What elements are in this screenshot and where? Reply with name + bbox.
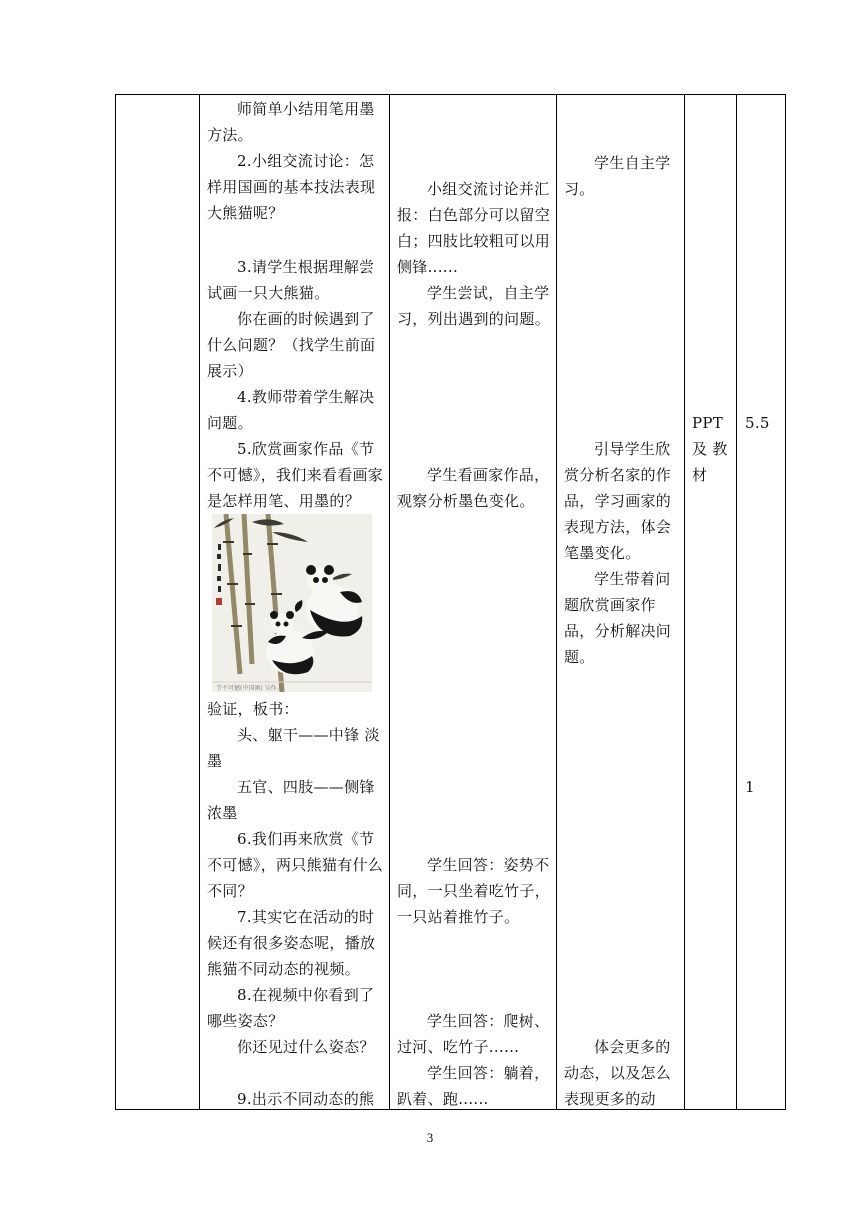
text-line: 候还有很多姿态呢，播放: [207, 934, 376, 952]
text-line: 大熊猫呢？: [207, 204, 284, 222]
teacher-activity-block-2: [207, 254, 387, 514]
text-line: 6.我们再来欣赏《节: [237, 830, 375, 848]
column-divider: [389, 94, 390, 1110]
text-line: 题。: [564, 648, 595, 666]
text-line: 不可憾》，两只熊猫有什么: [207, 856, 384, 874]
text-line: 学生回答：姿势不: [427, 856, 550, 874]
text-line: 报：白色部分可以留空: [397, 206, 551, 224]
design-intent-block-2: [564, 436, 680, 670]
text-line: 同，一只坐着吃竹子，: [397, 882, 551, 900]
text-line: 5.欣赏画家作品《节: [237, 440, 375, 458]
text-line: 是怎样用笔、用墨的？: [207, 492, 361, 510]
text-line: 体会更多的: [594, 1038, 671, 1056]
text-line: 学生带着问: [594, 570, 671, 588]
painting-illustration: [212, 514, 372, 692]
teacher-activity-block-4: [207, 1086, 387, 1112]
column-divider: [684, 94, 685, 1110]
text-line: 笔墨变化。: [564, 544, 641, 562]
time-cell-1: [745, 410, 781, 436]
text-line: 7.其实它在活动的时: [237, 908, 375, 926]
text-line: 墨: [207, 752, 223, 770]
time-value: 1: [745, 778, 755, 796]
text-line: 学生回答：躺着，: [427, 1064, 550, 1082]
text-line: PPT: [692, 414, 724, 432]
text-line: 习，列出遇到的问题。: [397, 310, 551, 328]
text-line: 五官、四肢——侧锋: [237, 778, 375, 796]
text-line: 头、躯干——中锋 淡: [237, 726, 380, 744]
text-line: 验证，板书：: [207, 700, 299, 718]
student-activity-block-4: [397, 1008, 551, 1112]
text-line: 3.请学生根据理解尝: [237, 258, 375, 276]
text-line: 浓墨: [207, 804, 238, 822]
column-divider: [556, 94, 557, 1110]
text-line: 引导学生欣: [594, 440, 671, 458]
column-divider: [199, 94, 200, 1110]
panda-bamboo-painting: [212, 514, 372, 692]
page-number: 3: [426, 1130, 434, 1145]
text-line: 品，分析解决问: [564, 622, 672, 640]
text-line: 什么问题？（找学生前面: [207, 336, 376, 354]
student-activity-block-1: [397, 176, 551, 332]
text-line: 哪些姿态？: [207, 1012, 284, 1030]
painting-caption: 节不可憾(中国画) 吴作人: [216, 685, 283, 692]
text-line: 题欣赏画家作: [564, 596, 656, 614]
text-line: 9.出示不同动态的熊: [237, 1090, 375, 1108]
text-line: 及 教: [692, 440, 728, 458]
text-line: 不可憾》，我们来看看画家: [207, 466, 384, 484]
design-intent-block-3: [564, 1034, 680, 1112]
text-line: 学生回答：爬树、: [427, 1012, 550, 1030]
text-line: 动态，以及怎么: [564, 1064, 672, 1082]
text-line: 小组交流讨论并汇: [427, 180, 550, 198]
text-line: 你在画的时候遇到了: [237, 310, 375, 328]
text-line: 你还见过什么姿态？: [237, 1038, 375, 1056]
text-line: 赏分析名家的作: [564, 466, 672, 484]
student-activity-block-3: [397, 852, 551, 930]
text-line: 习。: [564, 180, 595, 198]
text-line: 表现方法，体会: [564, 518, 672, 536]
text-line: 表现更多的动: [564, 1090, 656, 1108]
text-line: 4.教师带着学生解决: [237, 388, 375, 406]
text-line: 展示）: [207, 362, 253, 380]
text-line: 问题。: [207, 414, 253, 432]
text-line: 趴着、跑......: [397, 1090, 489, 1108]
resources-cell: [692, 410, 732, 488]
text-line: 师简单小结用笔用墨: [237, 100, 375, 118]
design-intent-block-1: [564, 150, 680, 202]
text-line: 试画一只大熊猫。: [207, 284, 330, 302]
text-line: 侧锋......: [397, 258, 459, 276]
text-line: 学生尝试，自主学: [427, 284, 550, 302]
column-divider: [736, 94, 737, 1110]
text-line: 品，学习画家的: [564, 492, 672, 510]
time-value: 5.5: [745, 414, 770, 432]
text-line: 2.小组交流讨论：怎: [237, 152, 375, 170]
text-line: 材: [692, 466, 708, 484]
text-line: 方法。: [207, 126, 253, 144]
teacher-activity-block-3: [207, 696, 387, 1060]
text-line: 样用国画的基本技法表现: [207, 178, 376, 196]
text-line: 8.在视频中你看到了: [237, 986, 375, 1004]
teacher-activity-block-1: [207, 96, 387, 226]
text-line: 过河、吃竹子......: [397, 1038, 520, 1056]
text-line: 学生看画家作品，: [427, 466, 550, 484]
text-line: 熊猫不同动态的视频。: [207, 960, 361, 978]
text-line: 学生自主学: [594, 154, 671, 172]
text-line: 白；四肢比较粗可以用: [397, 232, 551, 250]
student-activity-block-2: [397, 462, 551, 514]
text-line: 一只站着推竹子。: [397, 908, 520, 926]
text-line: 观察分析墨色变化。: [397, 492, 535, 510]
text-line: 不同？: [207, 882, 253, 900]
time-cell-2: [745, 774, 781, 800]
